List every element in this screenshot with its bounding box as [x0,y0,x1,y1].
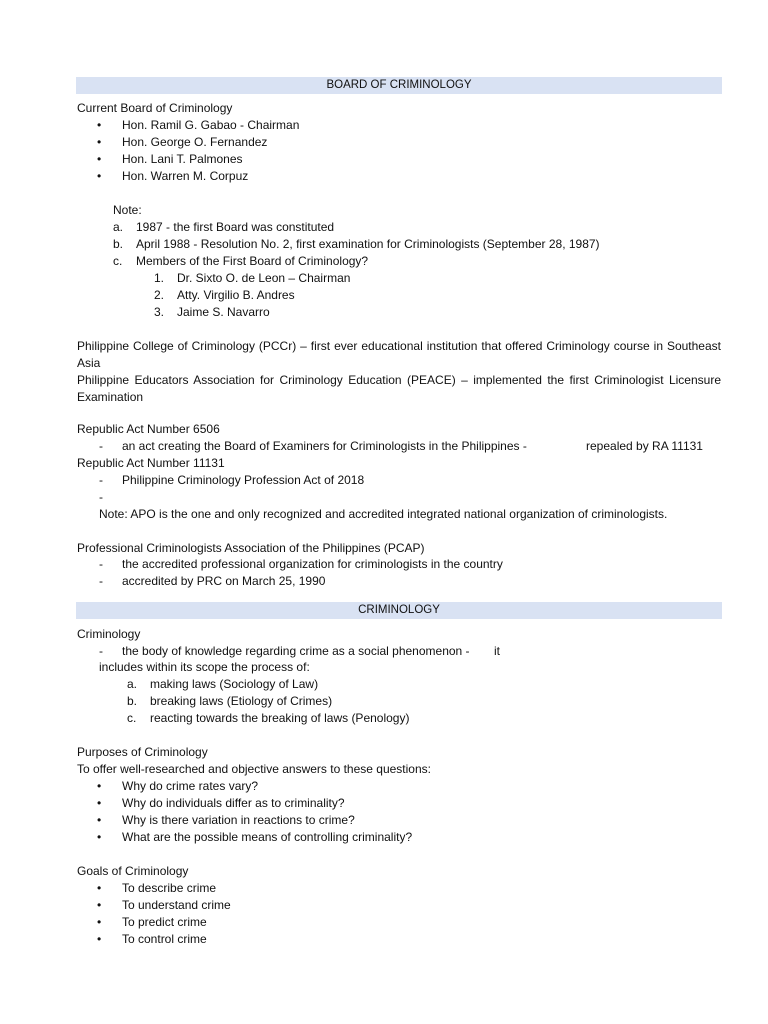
bullet: • [97,779,102,793]
purposes-title: Purposes of Criminology [77,745,208,759]
board-member: Hon. Lani T. Palmones [122,152,243,166]
first-board-member: Dr. Sixto O. de Leon – Chairman [177,271,351,285]
first-board-member: Jaime S. Navarro [177,305,270,319]
ra11131-title: Republic Act Number 11131 [77,456,225,470]
bullet: • [97,830,102,844]
list-marker: b. [113,237,124,251]
ra6506-description: an act creating the Board of Examiners for Criminologists in the Philippines - [122,439,527,453]
bullet: • [97,813,102,827]
list-marker: 3. [154,305,165,319]
apo-note: Note: APO is the one and only recognized and accredited integrated national organization of criminologists. [99,507,668,521]
goal-item: To predict crime [122,915,207,929]
dash: - [99,439,103,453]
purpose-item: Why do individuals differ as to criminality? [122,796,345,810]
goal-item: To control crime [122,932,207,946]
process-item: reacting towards the breaking of laws (Penology) [150,711,410,725]
bullet: • [97,118,102,132]
bullet: • [97,169,102,183]
section-header-criminology: CRIMINOLOGY [76,602,722,619]
list-marker: a. [113,220,124,234]
definition-line: includes within its scope the process of: [99,660,310,674]
dash: - [99,574,103,588]
purpose-item: What are the possible means of controlling criminality? [122,830,413,844]
goal-item: To understand crime [122,898,231,912]
definition-it: it [494,644,500,658]
ra6506-repealed: repealed by RA 11131 [586,439,703,453]
bullet: • [97,796,102,810]
criminology-term: Criminology [77,627,141,641]
list-marker: a. [127,677,138,691]
bullet: • [97,152,102,166]
process-item: breaking laws (Etiology of Crimes) [150,694,333,708]
note-label: Note: [113,203,142,217]
bullet: • [97,898,102,912]
purpose-item: Why is there variation in reactions to crime? [122,813,355,827]
pcap-title: Professional Criminologists Association of the Philippines (PCAP) [77,541,425,555]
list-marker: b. [127,694,138,708]
bullet: • [97,915,102,929]
board-member: Hon. Warren M. Corpuz [122,169,249,183]
peace-paragraph: Philippine Educators Association for Criminology Education (PEACE) – implemented the first Criminologist Licensure Examination [77,373,721,404]
process-item: making laws (Sociology of Law) [150,677,319,691]
dash: - [99,557,103,571]
bullet: • [97,932,102,946]
first-board-member: Atty. Virgilio B. Andres [177,288,295,302]
bullet: • [97,135,102,149]
purpose-item: Why do crime rates vary? [122,779,259,793]
list-marker: 1. [154,271,165,285]
definition-line: the body of knowledge regarding crime as a social phenomenon - [122,644,470,658]
note-item: April 1988 - Resolution No. 2, first examination for Criminologists (September 28, 1987) [136,237,600,251]
board-member: Hon. Ramil G. Gabao - Chairman [122,118,300,132]
list-marker: c. [127,711,137,725]
ra6506-title: Republic Act Number 6506 [77,422,220,436]
pccr-paragraph: Philippine College of Criminology (PCCr) – first ever educational institution that offered Criminology course in Southeast Asia [77,339,721,370]
purposes-intro: To offer well-researched and objective answers to these questions: [77,762,431,776]
list-marker: 2. [154,288,165,302]
bullet: • [97,881,102,895]
section-header-board: BOARD OF CRIMINOLOGY [76,77,722,94]
goal-item: To describe crime [122,881,217,895]
dash: - [99,490,103,504]
pcap-item: accredited by PRC on March 25, 1990 [122,574,326,588]
dash: - [99,644,103,658]
ra11131-description: Philippine Criminology Profession Act of 2018 [122,473,365,487]
current-board-title: Current Board of Criminology [77,101,233,115]
dash: - [99,473,103,487]
board-member: Hon. George O. Fernandez [122,135,268,149]
note-item: Members of the First Board of Criminology? [136,254,369,268]
list-marker: c. [113,254,123,268]
goals-title: Goals of Criminology [77,864,189,878]
pcap-item: the accredited professional organization for criminologists in the country [122,557,503,571]
note-item: 1987 - the first Board was constituted [136,220,335,234]
